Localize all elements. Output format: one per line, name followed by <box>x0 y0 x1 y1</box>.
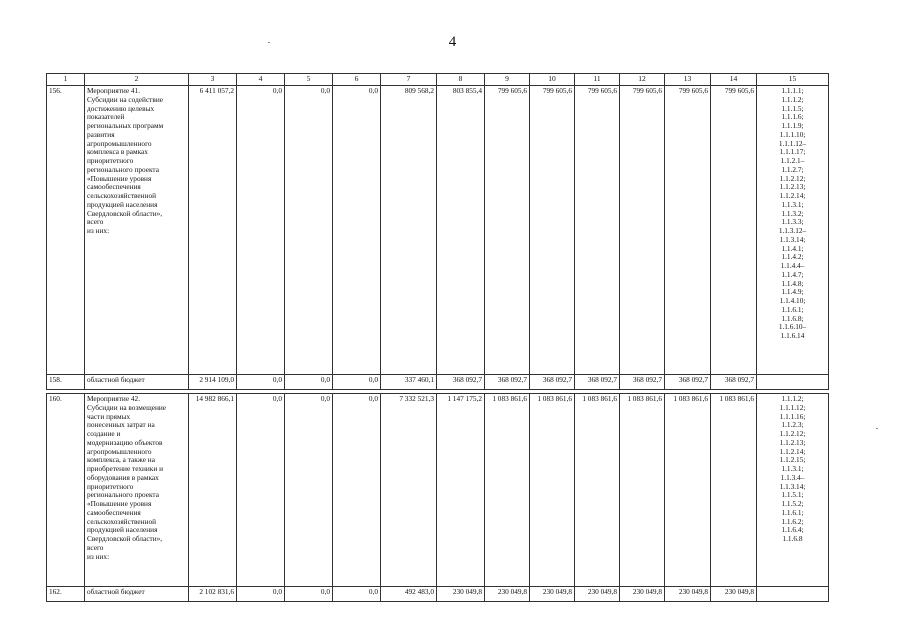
target-code: 1.1.3.14; <box>779 481 806 491</box>
target-code: 1.1.1.16; <box>779 411 806 421</box>
target-code: 1.1.1.6; <box>781 112 804 122</box>
value-cell-col-5: 0,0 <box>285 86 333 375</box>
value-cell-col-6: 0,0 <box>333 375 381 390</box>
value-cell-col-12: 230 049,8 <box>620 587 665 602</box>
row-name-line: областной бюджет <box>87 375 145 384</box>
target-code: 1.1.1.10; <box>779 129 806 139</box>
value-cell-col-4: 0,0 <box>237 394 285 587</box>
target-codes-cell <box>757 375 829 390</box>
target-code: 1.1.6.1; <box>781 304 804 314</box>
target-code: 1.1.2.12; <box>779 173 806 183</box>
value-cell-col-12: 799 605,6 <box>620 86 665 375</box>
row-name-line: из них: <box>87 551 110 561</box>
header-cell: 5 <box>285 74 333 86</box>
target-code: 1.1.1.1; <box>781 86 804 95</box>
value-cell-col-14: 799 605,6 <box>711 86 757 375</box>
value-cell-col-6: 0,0 <box>333 587 381 602</box>
value-cell-col-11: 1 083 861,6 <box>575 394 620 587</box>
target-code: 1.1.4.8; <box>781 278 804 288</box>
target-code: 1.1.6.8; <box>781 313 804 323</box>
target-code: 1.1.3.3; <box>781 217 804 227</box>
value-cell-col-5: 0,0 <box>285 394 333 587</box>
row-name-line: самообеспечения <box>87 507 141 517</box>
value-cell-col-10: 1 083 861,6 <box>530 394 575 587</box>
value-cell-col-7: 337 460,1 <box>381 375 437 390</box>
target-code: 1.1.1.2; <box>781 94 804 104</box>
target-code: 1.1.1.12; <box>779 402 806 412</box>
value-cell-col-3: 6 411 057,2 <box>189 86 237 375</box>
row-name-line: региональных программ <box>87 121 164 130</box>
value-cell-col-3: 2 102 831,6 <box>189 587 237 602</box>
value-cell-col-12: 368 092,7 <box>620 375 665 390</box>
value-cell-col-9: 799 605,6 <box>485 86 530 375</box>
row-name-line: всего <box>87 217 104 227</box>
value-cell-col-4: 0,0 <box>237 587 285 602</box>
table-row <box>47 86 829 375</box>
table-header-row <box>47 74 829 86</box>
target-code: 1.1.2.14; <box>779 446 806 456</box>
target-code: 1.1.3.4– <box>780 472 805 482</box>
row-name-cell <box>85 587 189 602</box>
target-code: 1.1.2.14; <box>779 191 806 200</box>
value-cell-col-10: 799 605,6 <box>530 86 575 375</box>
row-name-line: Мероприятие 41. <box>87 86 141 95</box>
row-name-line: Субсидии на содействие <box>87 94 163 104</box>
header-cell: 12 <box>620 74 665 86</box>
row-name-line: регионального проекта <box>87 164 159 174</box>
row-name-line: агропромышленного <box>87 446 152 456</box>
header-cell: 6 <box>333 74 381 86</box>
row-name-line: части прямых <box>87 411 131 421</box>
row-name-line: регионального проекта <box>87 490 159 500</box>
row-name-line: оборудования в рамках <box>87 472 159 482</box>
row-name-line: модернизацию объектов <box>87 437 163 447</box>
row-name-line: развития <box>87 129 115 139</box>
target-code: 1.1.5.2; <box>781 499 804 508</box>
row-name-line: комплекса в рамках <box>87 147 148 157</box>
row-name-line: создание и <box>87 429 121 438</box>
header-cell: 13 <box>665 74 711 86</box>
value-cell-col-11: 230 049,8 <box>575 587 620 602</box>
table-row <box>47 375 829 390</box>
row-name-line: Свердловской области», <box>87 208 163 218</box>
target-codes-cell <box>757 394 829 587</box>
value-cell-col-7: 7 332 521,3 <box>381 394 437 587</box>
target-code: 1.1.6.14 <box>780 331 805 340</box>
target-code: 1.1.2.15; <box>779 455 806 465</box>
row-name-line: областной бюджет <box>87 587 145 596</box>
row-name-line: показателей <box>87 112 125 122</box>
header-cell: 2 <box>85 74 189 86</box>
target-code: 1.1.3.1; <box>781 199 804 209</box>
target-code: 1.1.1.2; <box>781 394 804 403</box>
target-code: 1.1.1.17; <box>779 147 806 157</box>
target-code: 1.1.4.4– <box>780 261 805 270</box>
value-cell-col-13: 368 092,7 <box>665 375 711 390</box>
value-cell-col-4: 0,0 <box>237 375 285 390</box>
target-code: 1.1.4.10; <box>779 296 806 305</box>
row-name-line: достижению целевых <box>87 103 155 113</box>
target-code: 1.1.6.10– <box>778 322 807 332</box>
scan-speck <box>876 428 878 429</box>
value-cell-col-11: 368 092,7 <box>575 375 620 390</box>
target-code: 1.1.3.12– <box>778 226 807 235</box>
value-cell-col-8: 1 147 175,2 <box>437 394 485 587</box>
value-cell-col-14: 1 083 861,6 <box>711 394 757 587</box>
row-name-line: приоритетного <box>87 481 134 491</box>
page-number: 4 <box>448 34 457 50</box>
row-name-line: приобретение техники и <box>87 464 163 473</box>
row-name-line: сельскохозяйственной <box>87 191 157 200</box>
row-name-line: Мероприятие 42. <box>87 394 141 403</box>
target-code: 1.1.2.13; <box>779 182 806 192</box>
target-code: 1.1.1.5; <box>781 103 804 113</box>
row-name-line: «Повышение уровня <box>87 499 152 508</box>
header-cell: 15 <box>757 74 829 86</box>
row-name-line: комплекса, а также на <box>87 455 155 465</box>
target-code: 1.1.4.9; <box>781 287 804 297</box>
row-number-cell: 162. <box>47 587 85 602</box>
row-number-cell: 156. <box>47 86 85 375</box>
value-cell-col-14: 368 092,7 <box>711 375 757 390</box>
header-cell: 1 <box>47 74 85 86</box>
target-code: 1.1.3.14; <box>779 234 806 244</box>
target-codes-cell <box>757 587 829 602</box>
value-cell-col-7: 809 568,2 <box>381 86 437 375</box>
row-name-line: «Повышение уровня <box>87 173 152 183</box>
table-row <box>47 587 829 602</box>
value-cell-col-12: 1 083 861,6 <box>620 394 665 587</box>
header-cell: 3 <box>189 74 237 86</box>
value-cell-col-3: 2 914 109,0 <box>189 375 237 390</box>
value-cell-col-5: 0,0 <box>285 375 333 390</box>
target-code: 1.1.2.7; <box>781 164 804 174</box>
target-code: 1.1.1.12– <box>778 138 807 148</box>
value-cell-col-14: 230 049,8 <box>711 587 757 602</box>
value-cell-col-6: 0,0 <box>333 394 381 587</box>
value-cell-col-3: 14 982 866,1 <box>189 394 237 587</box>
value-cell-col-8: 368 092,7 <box>437 375 485 390</box>
row-name-line: всего <box>87 542 104 552</box>
target-code: 1.1.2.3; <box>781 420 804 430</box>
target-code: 1.1.4.1; <box>781 243 804 253</box>
row-name-cell <box>85 394 189 587</box>
header-cell: 11 <box>575 74 620 86</box>
budget-table <box>46 73 829 602</box>
row-name-line: Субсидии на возмещение <box>87 402 166 412</box>
target-code: 1.1.6.2; <box>781 516 804 526</box>
target-code: 1.1.1.9; <box>781 121 804 130</box>
header-cell: 4 <box>237 74 285 86</box>
target-code: 1.1.6.1; <box>781 507 804 517</box>
value-cell-col-8: 803 855,4 <box>437 86 485 375</box>
value-cell-col-5: 0,0 <box>285 587 333 602</box>
row-name-line: продукцией населения <box>87 525 158 535</box>
target-code: 1.1.2.13; <box>779 437 806 447</box>
row-name-line: сельскохозяйственной <box>87 516 157 526</box>
scan-speck <box>268 42 270 43</box>
target-code: 1.1.2.12; <box>779 429 806 438</box>
header-cell: 8 <box>437 74 485 86</box>
row-name-line: продукцией населения <box>87 199 158 209</box>
value-cell-col-4: 0,0 <box>237 86 285 375</box>
target-code: 1.1.4.7; <box>781 269 804 279</box>
row-name-line: самообеспечения <box>87 182 141 192</box>
row-name-line: приоритетного <box>87 156 134 165</box>
target-code: 1.1.6.4; <box>781 525 804 535</box>
value-cell-col-10: 230 049,8 <box>530 587 575 602</box>
target-code: 1.1.2.1– <box>780 156 805 165</box>
header-cell: 7 <box>381 74 437 86</box>
value-cell-col-9: 1 083 861,6 <box>485 394 530 587</box>
row-number-cell: 158. <box>47 375 85 390</box>
target-code: 1.1.4.2; <box>781 252 804 262</box>
target-code: 1.1.6.8 <box>782 534 803 543</box>
row-name-cell <box>85 86 189 375</box>
value-cell-col-13: 230 049,8 <box>665 587 711 602</box>
table-body <box>47 74 829 602</box>
value-cell-col-8: 230 049,8 <box>437 587 485 602</box>
row-name-line: Свердловской области», <box>87 534 163 543</box>
header-cell: 14 <box>711 74 757 86</box>
value-cell-col-10: 368 092,7 <box>530 375 575 390</box>
row-name-line: понесенных затрат на <box>87 420 155 430</box>
table-row <box>47 394 829 587</box>
row-number-cell: 160. <box>47 394 85 587</box>
value-cell-col-11: 799 605,6 <box>575 86 620 375</box>
header-cell: 9 <box>485 74 530 86</box>
target-code: 1.1.5.1; <box>781 490 804 500</box>
value-cell-col-13: 1 083 861,6 <box>665 394 711 587</box>
value-cell-col-9: 230 049,8 <box>485 587 530 602</box>
value-cell-col-7: 492 483,0 <box>381 587 437 602</box>
target-code: 1.1.3.1; <box>781 464 804 473</box>
row-name-cell <box>85 375 189 390</box>
value-cell-col-13: 799 605,6 <box>665 86 711 375</box>
row-name-line: агропромышленного <box>87 138 152 148</box>
target-code: 1.1.3.2; <box>781 208 804 218</box>
header-cell: 10 <box>530 74 575 86</box>
value-cell-col-6: 0,0 <box>333 86 381 375</box>
value-cell-col-9: 368 092,7 <box>485 375 530 390</box>
row-name-line: из них: <box>87 226 110 235</box>
target-codes-cell <box>757 86 829 375</box>
